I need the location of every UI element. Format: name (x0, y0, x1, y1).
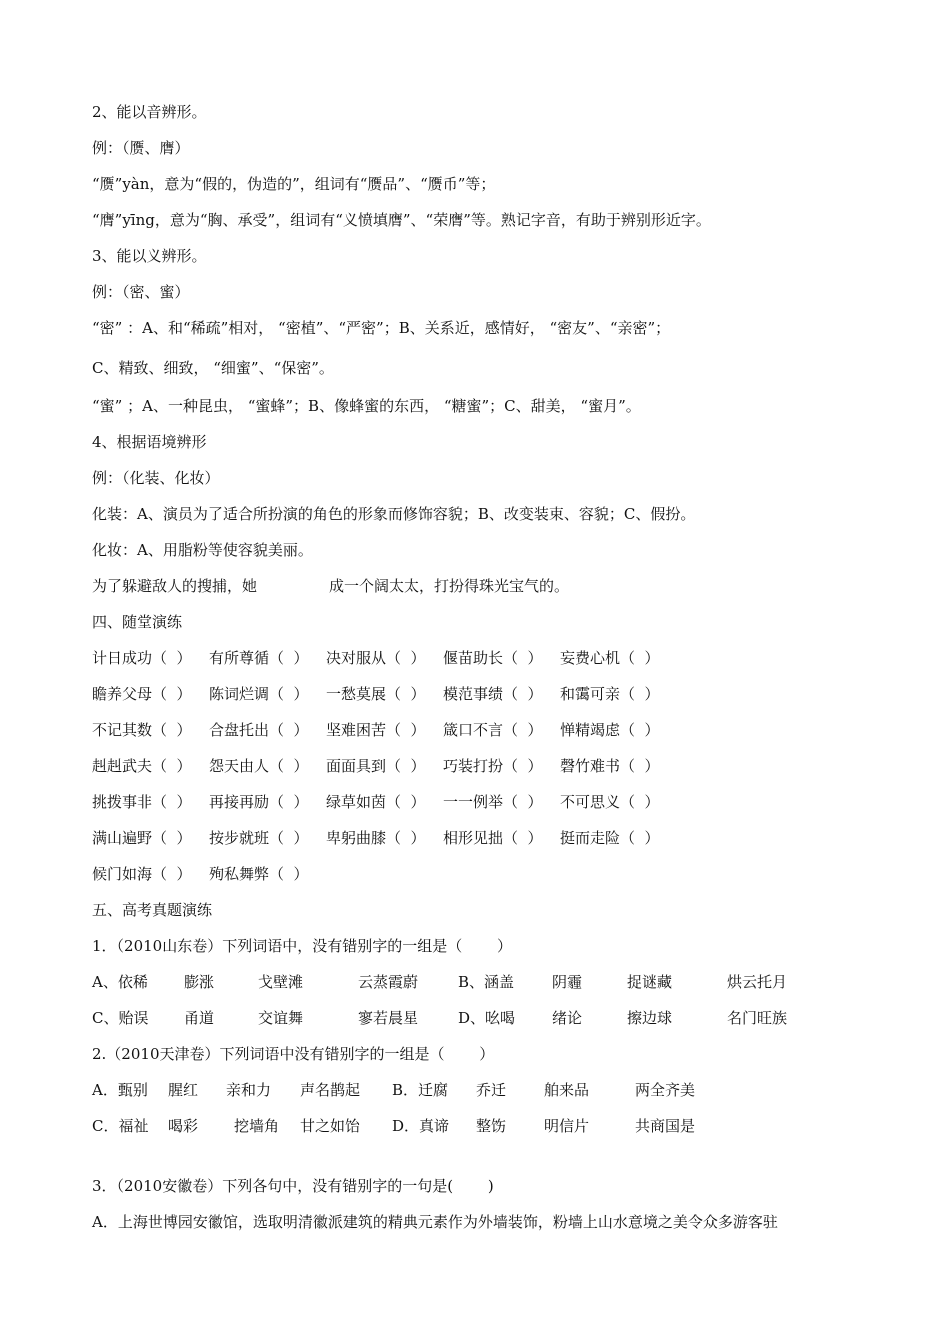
option-item: 擦边球 (627, 1009, 673, 1027)
exercise-item: 一愁莫展（ ） (326, 685, 426, 703)
exercise-item: 赳赳武夫（ ） (92, 757, 192, 775)
option-item: 寥若晨星 (358, 1009, 419, 1027)
exercise-item: 箴口不言（ ） (443, 721, 543, 739)
option-item: 共商国是 (635, 1117, 696, 1135)
exercise-item: 一一例举（ ） (443, 793, 543, 811)
exercise-item: 怨天由人（ ） (209, 757, 309, 775)
paragraph: “密” ：A、和“稀疏”相对， “密植”、“严密”；B、关系近，感情好， “密友”、“亲密”； (92, 319, 671, 337)
paragraph: “赝”yàn，意为“假的，伪造的”，组词有“赝品”、“赝币”等； (92, 175, 496, 193)
option-item: C．福祉 (92, 1117, 149, 1135)
exercise-item: 磬竹难书（ ） (560, 757, 660, 775)
exercise-item: 巧装打扮（ ） (443, 757, 543, 775)
exercise-item: 陈词烂调（ ） (209, 685, 309, 703)
option-item: 两全齐美 (635, 1081, 696, 1099)
question-1: 1．（2010山东卷）下列词语中，没有错别字的一组是（ ） (92, 937, 512, 955)
option-item: 名门旺族 (727, 1009, 788, 1027)
option-item: 捉谜藏 (627, 973, 673, 991)
paragraph: 化妆：A、用脂粉等使容貌美丽。 (92, 541, 313, 559)
exercise-item: 妄费心机（ ） (560, 649, 660, 667)
question-3-option-a: A．上海世博园安徽馆，选取明清徽派建筑的精典元素作为外墙装饰，粉墙上山水意境之美令众多游客驻 (92, 1213, 778, 1231)
option-item: 烘云托月 (727, 973, 788, 991)
exercise-item: 坚难困苦（ ） (326, 721, 426, 739)
paragraph: “蜜” ；A、一种昆虫， “蜜蜂”；B、像蜂蜜的东西， “糖蜜”；C、甜美， “蜜月”。 (92, 397, 641, 415)
exercise-item: 候门如海（ ） (92, 865, 192, 883)
exercise-item: 殉私舞弊（ ） (209, 865, 309, 883)
example-label: 例：（赝、膺） (92, 139, 190, 157)
option-item: D、吆喝 (458, 1009, 516, 1027)
exercise-item: 相形见拙（ ） (443, 829, 543, 847)
option-item: 戈壁滩 (258, 973, 304, 991)
exercise-item: 决对服从（ ） (326, 649, 426, 667)
exercise-item: 挺而走险（ ） (560, 829, 660, 847)
exercise-item: 惮精竭虑（ ） (560, 721, 660, 739)
exercise-item: 按步就班（ ） (209, 829, 309, 847)
option-item: C、贻误 (92, 1009, 149, 1027)
exercise-item: 偃苗助长（ ） (443, 649, 543, 667)
exercise-item: 瞻养父母（ ） (92, 685, 192, 703)
section-heading: 四、随堂演练 (92, 613, 183, 631)
option-item: 喝彩 (168, 1117, 199, 1135)
exercise-item: 不记其数（ ） (92, 721, 192, 739)
paragraph: 化装：A、演员为了适合所扮演的角色的形象而修饰容貌；B、改变装束、容貌；C、假扮。 (92, 505, 696, 523)
section-heading: 五、高考真题演练 (92, 901, 213, 919)
option-item: 舶来品 (544, 1081, 590, 1099)
exercise-item: 再接再励（ ） (209, 793, 309, 811)
option-item: 甬道 (184, 1009, 215, 1027)
example-label: 例：（化装、化妆） (92, 469, 220, 487)
option-item: 明信片 (544, 1117, 590, 1135)
option-item: 腥红 (168, 1081, 199, 1099)
exercise-item: 满山遍野（ ） (92, 829, 192, 847)
option-item: 膨涨 (184, 973, 215, 991)
option-item: 亲和力 (226, 1081, 272, 1099)
option-item: 交谊舞 (258, 1009, 304, 1027)
option-item: 绪论 (552, 1009, 583, 1027)
exercise-item: 挑拨事非（ ） (92, 793, 192, 811)
option-item: B、涵盖 (458, 973, 515, 991)
sentence-part-2: 成一个阔太太，打扮得珠光宝气的。 (329, 577, 570, 595)
example-label: 例：（密、蜜） (92, 283, 190, 301)
option-item: 乔迁 (476, 1081, 507, 1099)
heading-meaning: 3、能以义辨形。 (92, 247, 207, 265)
exercise-item: 和霭可亲（ ） (560, 685, 660, 703)
exercise-item: 有所尊循（ ） (209, 649, 309, 667)
exercise-item: 不可思义（ ） (560, 793, 660, 811)
exercise-item: 计日成功（ ） (92, 649, 192, 667)
paragraph: “膺”yīng，意为“胸、承受”，组词有“义愤填膺”、“荣膺”等。熟记字音，有助于辨别形近字。 (92, 211, 711, 229)
heading-sound: 2、能以音辨形。 (92, 103, 207, 121)
heading-context: 4、根据语境辨形 (92, 433, 207, 451)
question-3: 3．（2010安徽卷）下列各句中，没有错别字的一句是( ) (92, 1177, 494, 1195)
option-item: 甘之如饴 (300, 1117, 361, 1135)
option-item: 阴霾 (552, 973, 583, 991)
option-item: A、依稀 (92, 973, 148, 991)
exercise-item: 卑躬曲膝（ ） (326, 829, 426, 847)
paragraph: C、精致、细致， “细蜜”、“保密”。 (92, 359, 334, 377)
option-item: B．迁腐 (392, 1081, 449, 1099)
option-item: 整饬 (476, 1117, 507, 1135)
exercise-item: 合盘托出（ ） (209, 721, 309, 739)
question-2: 2.（2010天津卷）下列词语中没有错别字的一组是（ ） (92, 1045, 495, 1063)
option-item: D．真谛 (392, 1117, 450, 1135)
exercise-item: 模范事绩（ ） (443, 685, 543, 703)
option-item: A．甄别 (92, 1081, 148, 1099)
option-item: 挖墙角 (234, 1117, 280, 1135)
option-item: 声名鹊起 (300, 1081, 361, 1099)
option-item: 云蒸霞蔚 (358, 973, 419, 991)
fill-in-sentence (92, 576, 569, 596)
exercise-item: 绿草如茵（ ） (326, 793, 426, 811)
sentence-part-1: 为了躲避敌人的搜捕，她 (92, 577, 258, 595)
exercise-item: 面面具到（ ） (326, 757, 426, 775)
